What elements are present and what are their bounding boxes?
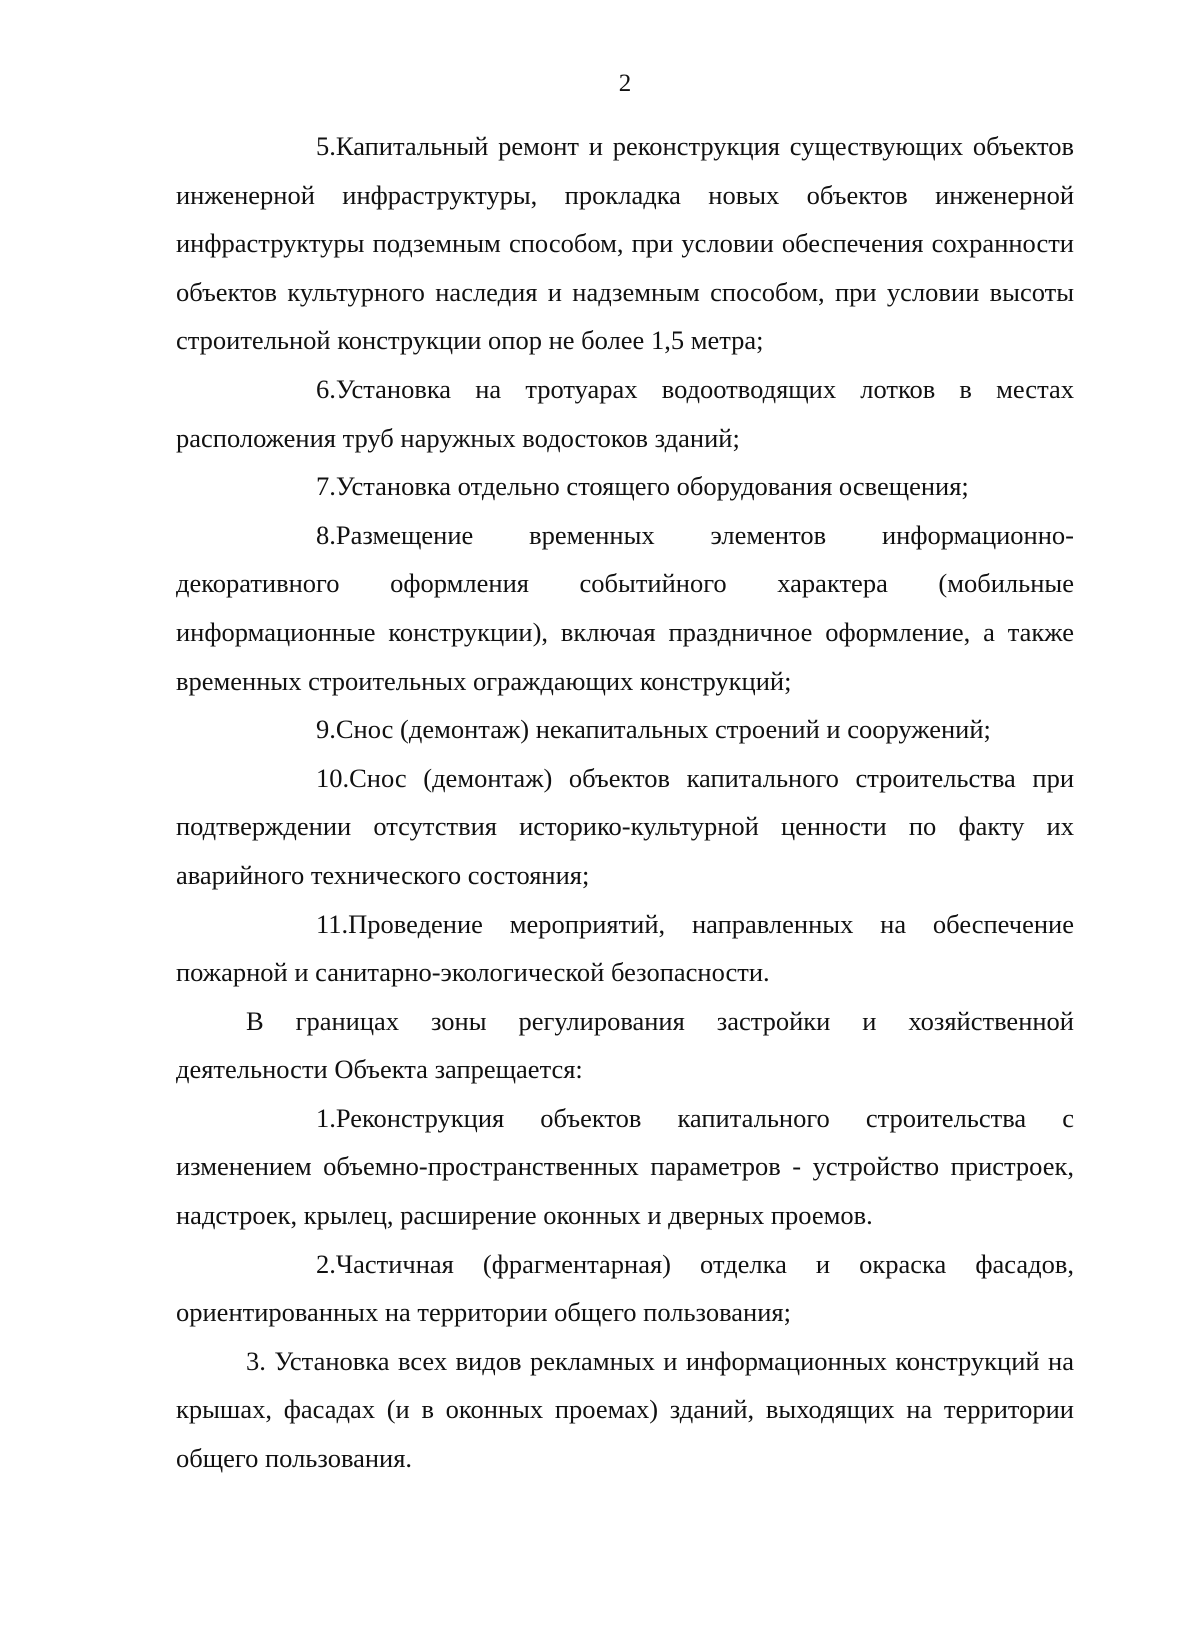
page-number: 2	[618, 70, 632, 97]
document-body	[176, 122, 1074, 1483]
paragraph-text: Проведение мероприятий, направленных на обеспечение пожарной и санитарно-экологической безопасности.	[176, 908, 1074, 988]
paragraph-text: Снос (демонтаж) некапитальных строений и сооружений;	[335, 714, 991, 745]
paragraph-text: Установка отдельно стоящего оборудования освещения;	[335, 471, 969, 502]
paragraph-6	[176, 365, 1074, 462]
paragraph-11	[176, 900, 1074, 997]
paragraph-text: Снос (демонтаж) объектов капитального строительства при подтверждении отсутствия историко-культурной ценности по факту их аварийного технического состояния;	[176, 762, 1074, 890]
item-number: 8.	[316, 519, 336, 550]
item-number: 5.	[316, 131, 336, 161]
item-number: 1.	[316, 1102, 336, 1133]
paragraph-text: Установка на тротуарах водоотводящих лотков в местах расположения труб наружных водостоков зданий;	[176, 373, 1074, 453]
prohibited-1	[176, 1094, 1074, 1240]
paragraph-text: В границах зоны регулирования застройки и хозяйственной деятельности Объекта запрещается:	[176, 1005, 1074, 1085]
item-number: 11.	[316, 908, 349, 939]
paragraph-text: Размещение временных элементов информационно-декоративного оформления событийного характера (мобильные информационные конструкции), включая праздничное оформление, а также временных строительных ограждающих конструкций;	[176, 519, 1074, 696]
paragraph-9	[176, 705, 1074, 754]
prohibited-3	[176, 1337, 1074, 1483]
item-number: 2.	[316, 1248, 336, 1279]
prohibited-2	[176, 1240, 1074, 1337]
paragraph-text: Капитальный ремонт и реконструкция существующих объектов инженерной инфраструктуры, прокладка новых объектов инженерной инфраструктуры подземным способом, при условии обеспечения сохранности объектов культурного наследия и надземным способом, при условии высоты строительной конструкции опор не более 1,5 метра;	[176, 131, 1074, 356]
paragraph-text: 3. Установка всех видов рекламных и информационных конструкций на крышах, фасадах (и в оконных проемах) зданий, выходящих на территории общего пользования.	[176, 1345, 1074, 1474]
paragraph-text: Реконструкция объектов капитального строительства с изменением объемно-пространственных параметров - устройство пристроек, надстроек, крылец, расширение оконных и дверных проемов.	[176, 1102, 1074, 1231]
paragraph-10	[176, 754, 1074, 900]
paragraph-8	[176, 511, 1074, 705]
paragraph-5	[176, 122, 1074, 365]
paragraph-text: Частичная (фрагментарная) отделка и окраска фасадов, ориентированных на территории общего пользования;	[176, 1248, 1074, 1328]
paragraph-7	[176, 462, 1074, 511]
item-number: 10.	[316, 762, 350, 793]
item-number: 9.	[316, 714, 336, 745]
item-number: 7.	[316, 471, 336, 502]
prohibited-intro	[176, 997, 1074, 1094]
item-number: 6.	[316, 373, 336, 404]
